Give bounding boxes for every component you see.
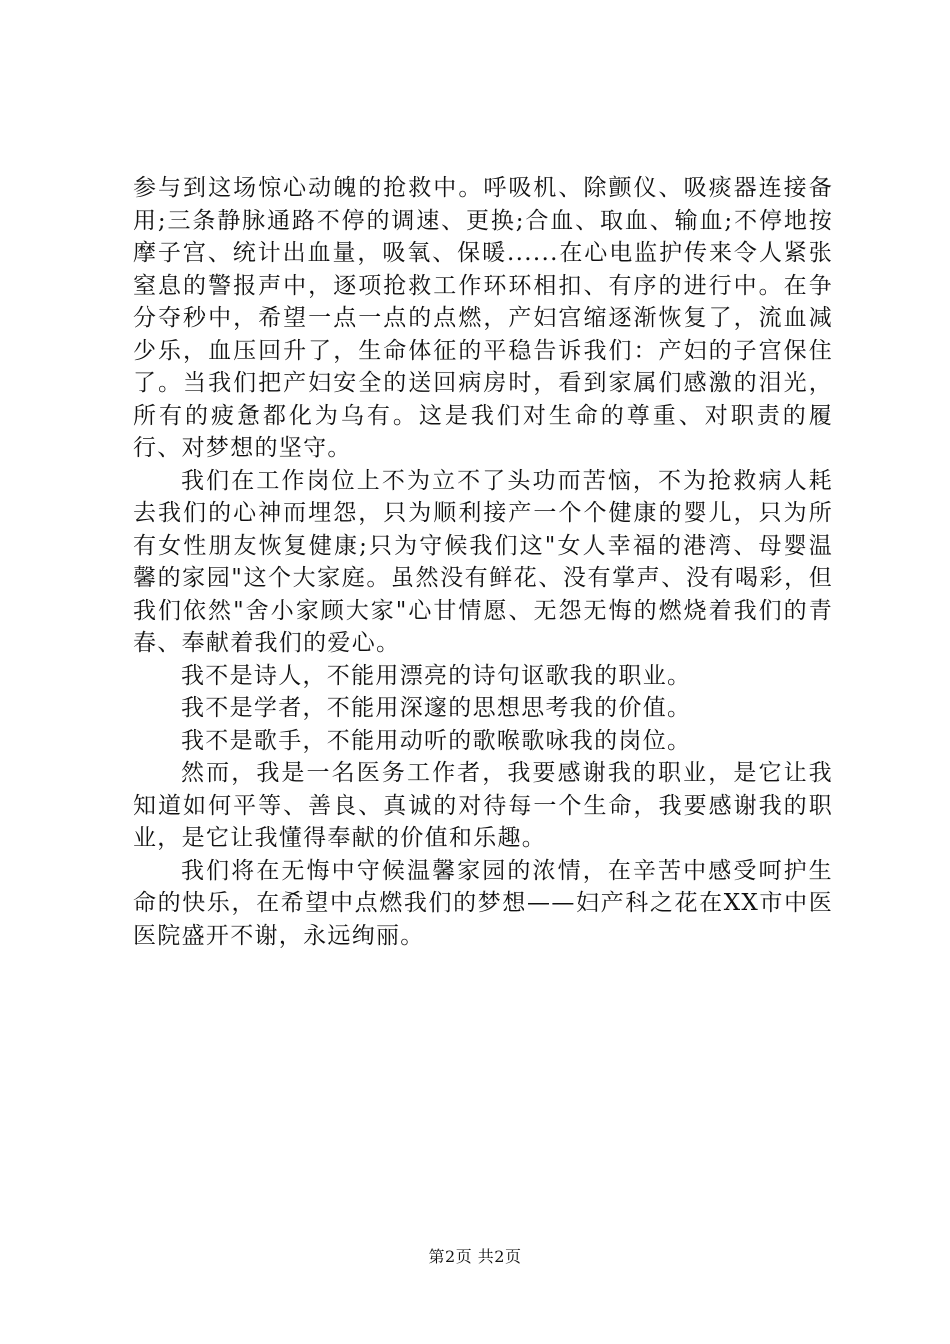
page-footer: 第2页 共2页 <box>428 1247 522 1266</box>
paragraph-not-poet: 我不是诗人，不能用漂亮的诗句讴歌我的职业。 <box>181 662 692 689</box>
document-body <box>133 172 833 952</box>
paragraph-not-scholar: 我不是学者，不能用深邃的思想思考我的价值。 <box>181 695 692 721</box>
paragraph-rescue: 参与到这场惊心动魄的抢救中。呼吸机、除颤仪、吸痰器连接备用;三条静脉通路不停的调速、更换;合血、取血、输血;不停地按摩子宫、统计出血量，吸氧、保暖......在心电监护传来令人紧张窒息的警报声中，逐项抢救工作环环相扣、有序的进行中。在争分夺秒中，希望一点一点的点燃，产妇宫缩逐渐恢复了，流血减少乐，血压回升了，生命体征的平稳告诉我们：产妇的子宫保住了。当我们把产妇安全的送回病房时，看到家属们感激的泪光，所有的疲惫都化为乌有。这是我们对生命的尊重、对职责的履行、对梦想的坚守。 <box>133 175 833 461</box>
paragraph-gratitude: 然而，我是一名医务工作者，我要感谢我的职业，是它让我知道如何平等、善良、真诚的对待每一个生命，我要感谢我的职业，是它让我懂得奉献的价值和乐趣。 <box>133 760 833 851</box>
paragraph-closing: 我们将在无悔中守候温馨家园的浓情，在辛苦中感受呵护生命的快乐，在希望中点燃我们的梦想——妇产科之花在XX市中医医院盛开不谢，永远绚丽。 <box>133 857 833 949</box>
paragraph-dedication: 我们在工作岗位上不为立不了头功而苦恼，不为抢救病人耗去我们的心神而埋怨，只为顺利接产一个个健康的婴儿，只为所有女性朋友恢复健康;只为守候我们这"女人幸福的港湾、母婴温馨的家园"这个大家庭。虽然没有鲜花、没有掌声、没有喝彩，但我们依然"舍小家顾大家"心甘情愿、无怨无悔的燃烧着我们的青春、奉献着我们的爱心。 <box>133 467 833 656</box>
paragraph-not-singer: 我不是歌手，不能用动听的歌喉歌咏我的岗位。 <box>181 727 692 754</box>
